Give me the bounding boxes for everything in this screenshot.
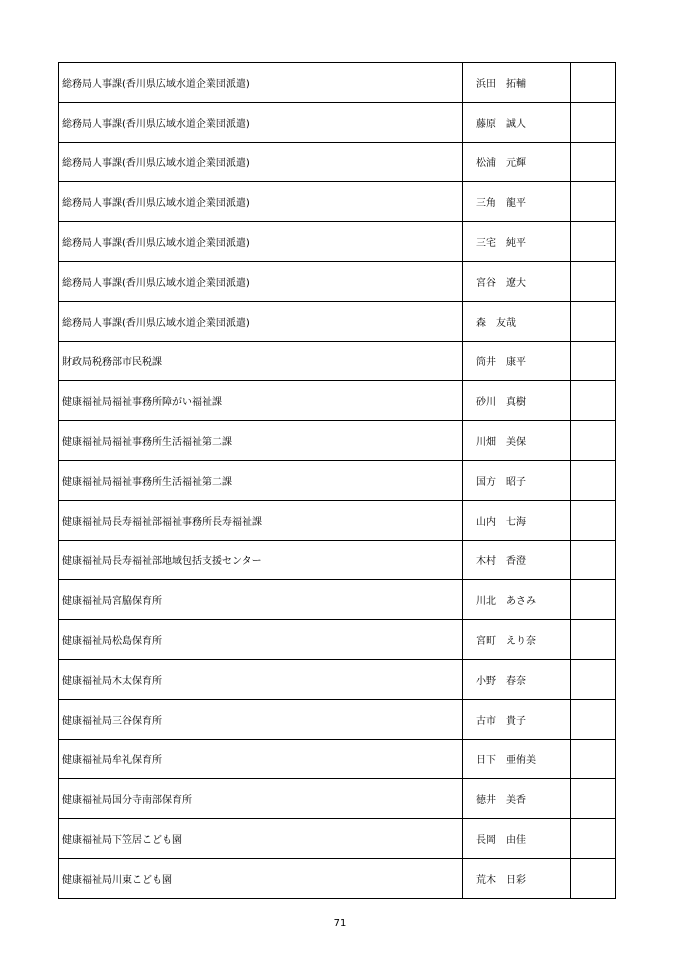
- note-cell: [571, 819, 616, 859]
- name-cell: 国方 昭子: [463, 460, 571, 500]
- table-row: [59, 341, 616, 381]
- table-row: [59, 421, 616, 461]
- note-cell: [571, 301, 616, 341]
- table-row: [59, 142, 616, 182]
- name-cell: 古市 貴子: [463, 699, 571, 739]
- name-cell: 藤原 誠人: [463, 102, 571, 142]
- department-cell: 健康福祉局松島保育所: [59, 620, 463, 660]
- note-cell: [571, 261, 616, 301]
- department-cell: 健康福祉局福祉事務所生活福祉第二課: [59, 460, 463, 500]
- table-row: [59, 261, 616, 301]
- name-cell: 山内 七海: [463, 500, 571, 540]
- note-cell: [571, 779, 616, 819]
- note-cell: [571, 699, 616, 739]
- note-cell: [571, 222, 616, 262]
- note-cell: [571, 341, 616, 381]
- name-cell: 川北 あさみ: [463, 580, 571, 620]
- department-cell: 健康福祉局牟礼保育所: [59, 739, 463, 779]
- department-cell: 健康福祉局宮脇保育所: [59, 580, 463, 620]
- note-cell: [571, 421, 616, 461]
- note-cell: [571, 182, 616, 222]
- table-row: [59, 699, 616, 739]
- name-cell: 日下 亜侑美: [463, 739, 571, 779]
- note-cell: [571, 381, 616, 421]
- personnel-table: [58, 62, 616, 899]
- note-cell: [571, 460, 616, 500]
- department-cell: 健康福祉局福祉事務所生活福祉第二課: [59, 421, 463, 461]
- table-row: [59, 63, 616, 103]
- table-row: [59, 301, 616, 341]
- name-cell: 砂川 真樹: [463, 381, 571, 421]
- name-cell: 三角 龍平: [463, 182, 571, 222]
- name-cell: 荒木 日彩: [463, 858, 571, 898]
- department-cell: 健康福祉局国分寺南部保育所: [59, 779, 463, 819]
- table-row: [59, 779, 616, 819]
- note-cell: [571, 580, 616, 620]
- department-cell: 総務局人事課(香川県広域水道企業団派遣): [59, 142, 463, 182]
- name-cell: 松浦 元輝: [463, 142, 571, 182]
- table-row: [59, 580, 616, 620]
- table-row: [59, 739, 616, 779]
- table-row: [59, 222, 616, 262]
- name-cell: 小野 春奈: [463, 659, 571, 699]
- department-cell: 健康福祉局長寿福祉部福祉事務所長寿福祉課: [59, 500, 463, 540]
- name-cell: 宮町 えり奈: [463, 620, 571, 660]
- table-row: [59, 381, 616, 421]
- department-cell: 健康福祉局福祉事務所障がい福祉課: [59, 381, 463, 421]
- department-cell: 総務局人事課(香川県広域水道企業団派遣): [59, 102, 463, 142]
- department-cell: 健康福祉局三谷保育所: [59, 699, 463, 739]
- name-cell: 宮谷 遼大: [463, 261, 571, 301]
- table-row: [59, 500, 616, 540]
- department-cell: 総務局人事課(香川県広域水道企業団派遣): [59, 261, 463, 301]
- table-row: [59, 102, 616, 142]
- name-cell: 川畑 美保: [463, 421, 571, 461]
- department-cell: 総務局人事課(香川県広域水道企業団派遣): [59, 222, 463, 262]
- name-cell: 長岡 由佳: [463, 819, 571, 859]
- department-cell: 総務局人事課(香川県広域水道企業団派遣): [59, 63, 463, 103]
- table-row: [59, 819, 616, 859]
- table-row: [59, 182, 616, 222]
- note-cell: [571, 142, 616, 182]
- department-cell: 総務局人事課(香川県広域水道企業団派遣): [59, 301, 463, 341]
- note-cell: [571, 540, 616, 580]
- name-cell: 浜田 拓輔: [463, 63, 571, 103]
- page-number: 71: [333, 918, 347, 929]
- note-cell: [571, 620, 616, 660]
- department-cell: 健康福祉局木太保育所: [59, 659, 463, 699]
- table-row: [59, 540, 616, 580]
- department-cell: 健康福祉局下笠居こども園: [59, 819, 463, 859]
- personnel-table-body: [59, 63, 616, 899]
- name-cell: 三宅 純平: [463, 222, 571, 262]
- note-cell: [571, 500, 616, 540]
- table-row: [59, 460, 616, 500]
- department-cell: 健康福祉局川東こども園: [59, 858, 463, 898]
- department-cell: 総務局人事課(香川県広域水道企業団派遣): [59, 182, 463, 222]
- table-row: [59, 659, 616, 699]
- note-cell: [571, 858, 616, 898]
- name-cell: 徳井 美香: [463, 779, 571, 819]
- name-cell: 筒井 康平: [463, 341, 571, 381]
- note-cell: [571, 102, 616, 142]
- department-cell: 財政局税務部市民税課: [59, 341, 463, 381]
- department-cell: 健康福祉局長寿福祉部地域包括支援センター: [59, 540, 463, 580]
- table-row: [59, 620, 616, 660]
- name-cell: 木村 香澄: [463, 540, 571, 580]
- table-row: [59, 858, 616, 898]
- note-cell: [571, 739, 616, 779]
- note-cell: [571, 659, 616, 699]
- name-cell: 森 友哉: [463, 301, 571, 341]
- note-cell: [571, 63, 616, 103]
